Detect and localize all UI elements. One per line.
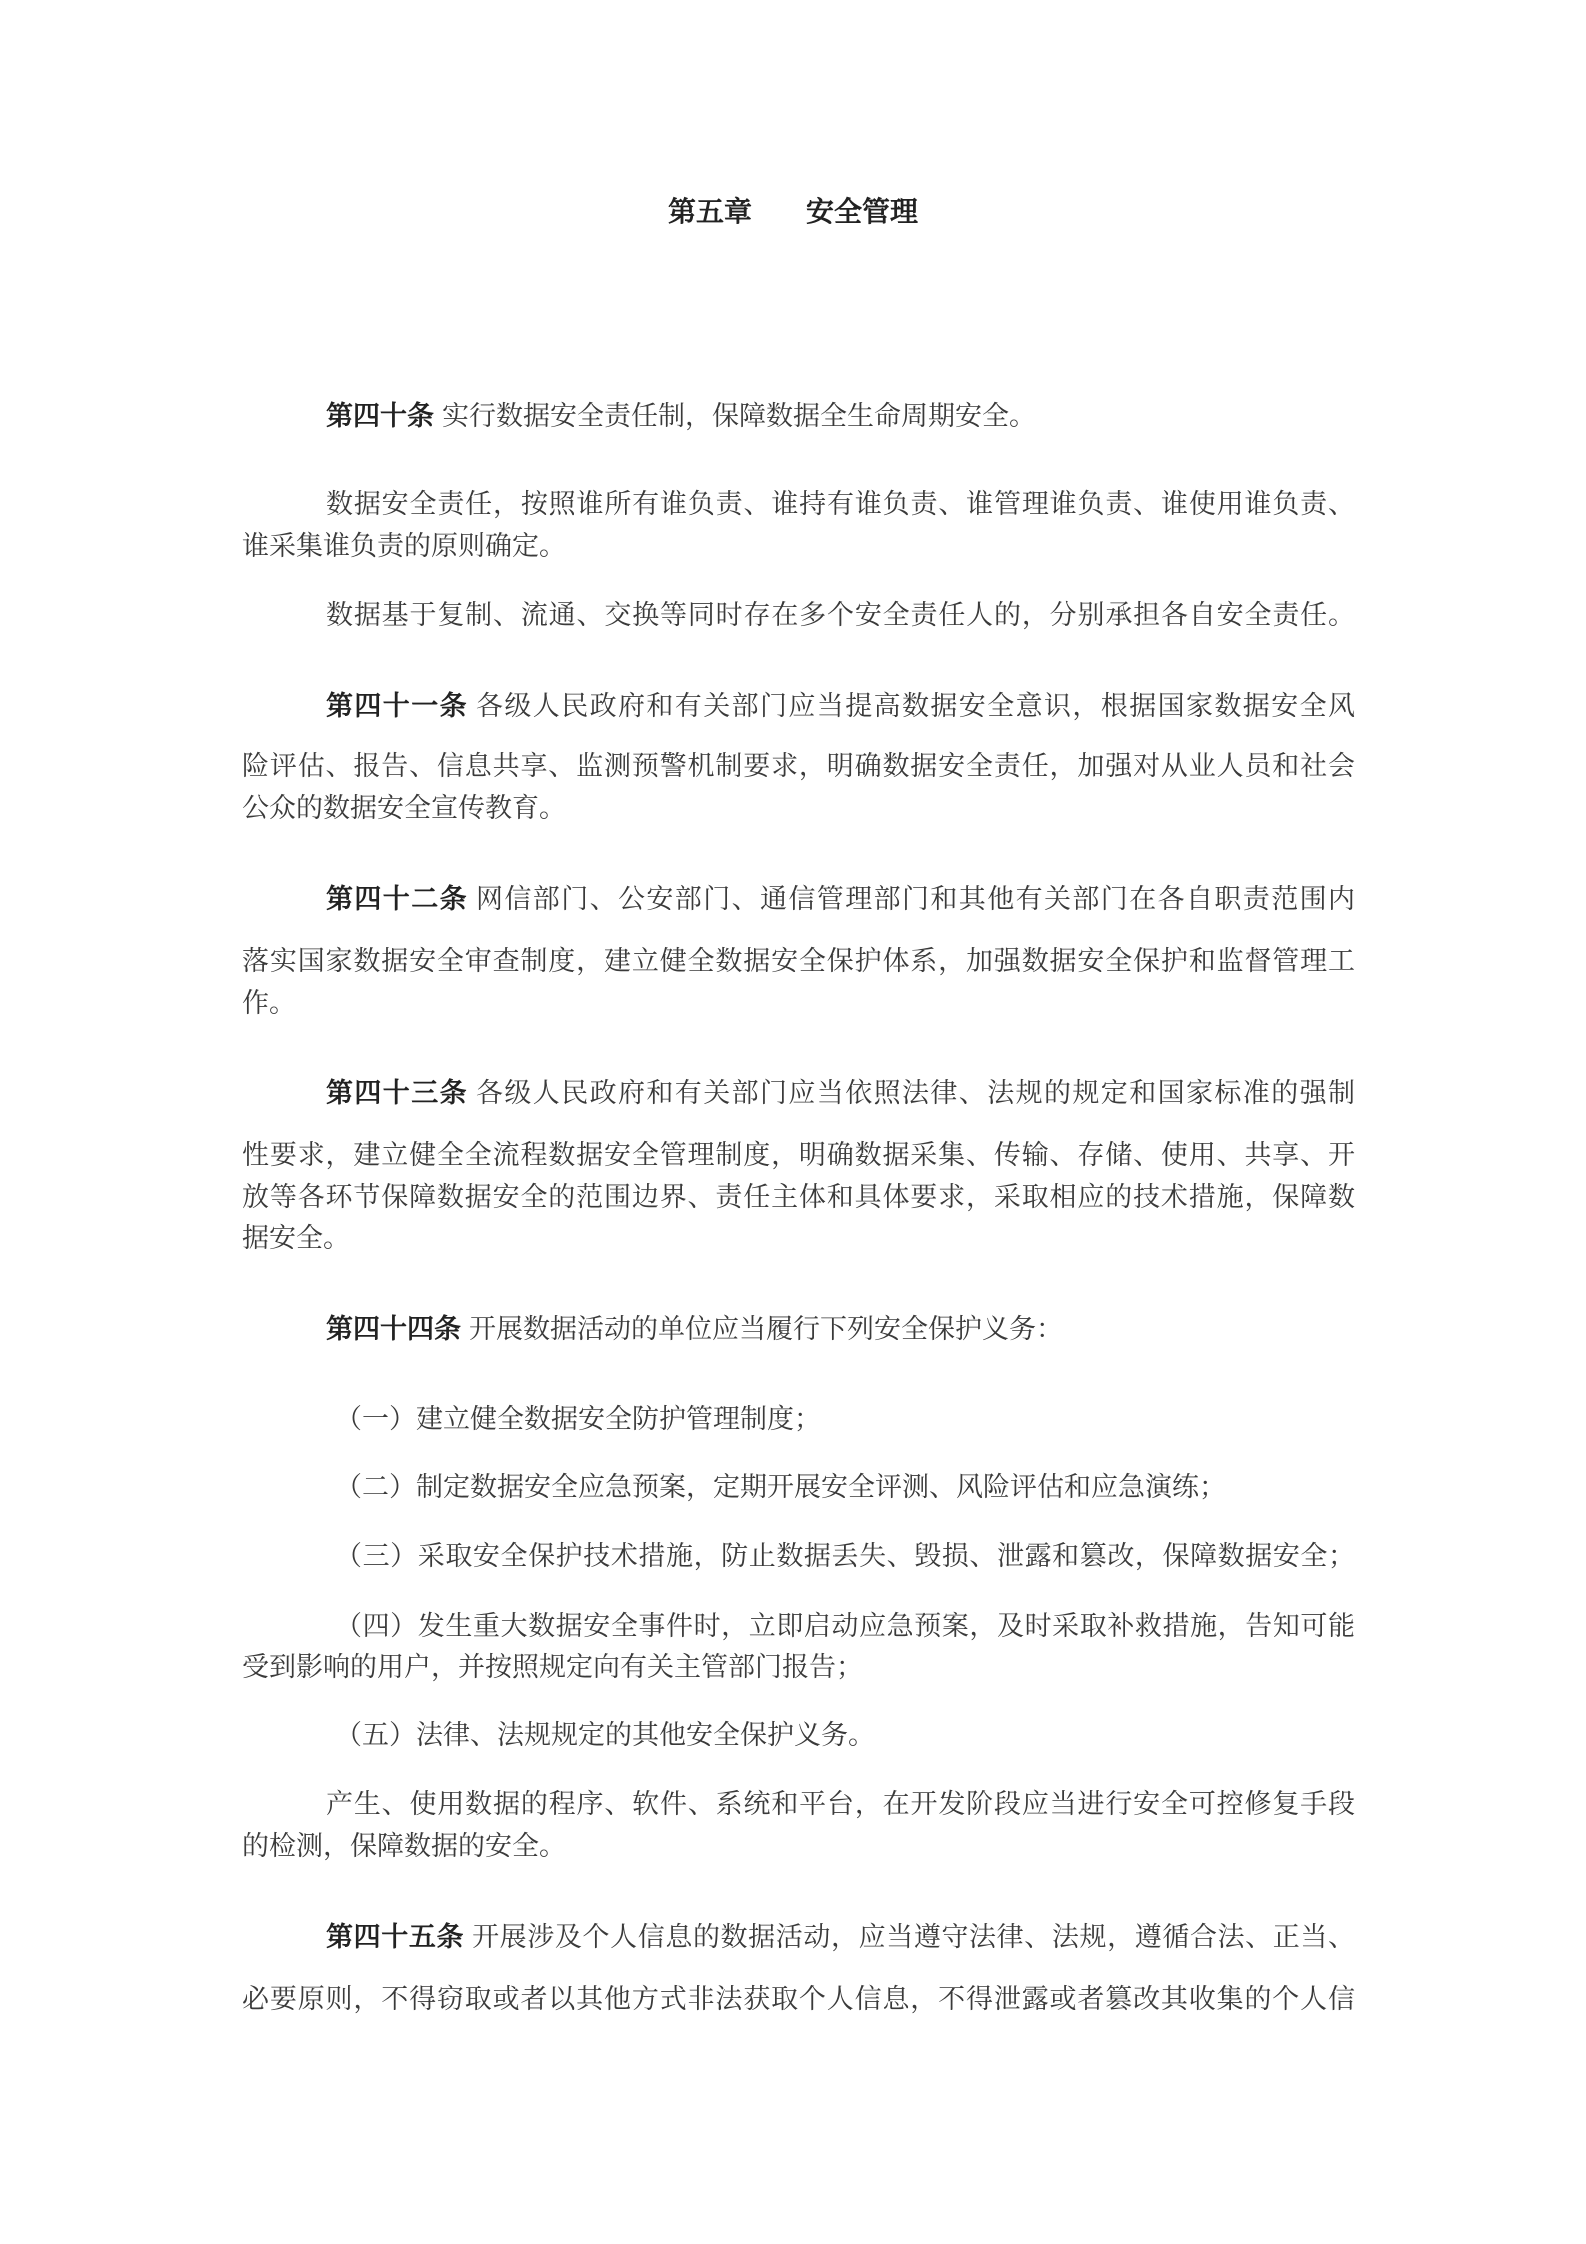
list-item: （四）发生重大数据安全事件时，立即启动应急预案，及时采取补救措施，告知可能 [335, 1611, 1355, 1642]
paragraph-line: 数据基于复制、流通、交换等同时存在多个安全责任人的，分别承担各自安全责任。 [326, 600, 1355, 631]
paragraph-line: 作。 [242, 988, 296, 1019]
chapter-number: 第五章 [667, 195, 752, 228]
list-item: （二）制定数据安全应急预案，定期开展安全评测、风险评估和应急演练； [335, 1472, 1226, 1503]
article-43 [326, 1077, 1355, 1111]
list-item: （五）法律、法规规定的其他安全保护义务。 [335, 1720, 875, 1751]
list-item: （三）采取安全保护技术措施，防止数据丢失、毁损、泄露和篡改，保障数据安全； [335, 1541, 1355, 1572]
article-label: 第四十二条 [326, 884, 468, 915]
article-45 [326, 1921, 1355, 1955]
article-44 [326, 1313, 1355, 1347]
paragraph-line: 数据安全责任，按照谁所有谁负责、谁持有谁负责、谁管理谁负责、谁使用谁负责、 [326, 489, 1355, 520]
paragraph-line: 必要原则，不得窃取或者以其他方式非法获取个人信息，不得泄露或者篡改其收集的个人信 [242, 1984, 1355, 2015]
article-text: 各级人民政府和有关部门应当依照法律、法规的规定和国家标准的强制 [476, 1078, 1355, 1109]
article-label: 第四十条 [326, 401, 434, 432]
article-label: 第四十五条 [326, 1922, 465, 1953]
chapter-title [0, 194, 1586, 230]
list-item: （一）建立健全数据安全防护管理制度； [335, 1404, 821, 1435]
article-41 [326, 690, 1355, 724]
chapter-name: 安全管理 [806, 195, 919, 228]
article-text: 各级人民政府和有关部门应当提高数据安全意识，根据国家数据安全风 [476, 691, 1355, 722]
paragraph-line: 据安全。 [242, 1223, 350, 1254]
article-text: 实行数据安全责任制，保障数据全生命周期安全。 [442, 401, 1036, 432]
paragraph-line: 落实国家数据安全审查制度，建立健全数据安全保护体系，加强数据安全保护和监督管理工 [242, 946, 1355, 977]
list-item-continuation: 受到影响的用户，并按照规定向有关主管部门报告； [242, 1652, 863, 1683]
article-label: 第四十四条 [326, 1314, 461, 1345]
paragraph-line: 性要求，建立健全全流程数据安全管理制度，明确数据采集、传输、存储、使用、共享、开 [242, 1140, 1355, 1171]
paragraph-line: 公众的数据安全宣传教育。 [242, 793, 566, 824]
paragraph-line: 险评估、报告、信息共享、监测预警机制要求，明确数据安全责任，加强对从业人员和社会 [242, 751, 1355, 782]
article-text: 开展数据活动的单位应当履行下列安全保护义务： [469, 1314, 1063, 1345]
paragraph-line: 的检测，保障数据的安全。 [242, 1831, 566, 1862]
article-42 [326, 883, 1355, 917]
article-text: 开展涉及个人信息的数据活动，应当遵守法律、法规，遵循合法、正当、 [472, 1922, 1356, 1953]
paragraph-line: 谁采集谁负责的原则确定。 [242, 531, 566, 562]
article-text: 网信部门、公安部门、通信管理部门和其他有关部门在各自职责范围内 [476, 884, 1355, 915]
paragraph-line: 放等各环节保障数据安全的范围边界、责任主体和具体要求，采取相应的技术措施，保障数 [242, 1182, 1355, 1213]
article-label: 第四十三条 [326, 1078, 468, 1109]
article-label: 第四十一条 [326, 691, 468, 722]
article-40 [326, 400, 1355, 434]
paragraph-line: 产生、使用数据的程序、软件、系统和平台，在开发阶段应当进行安全可控修复手段 [326, 1789, 1355, 1820]
